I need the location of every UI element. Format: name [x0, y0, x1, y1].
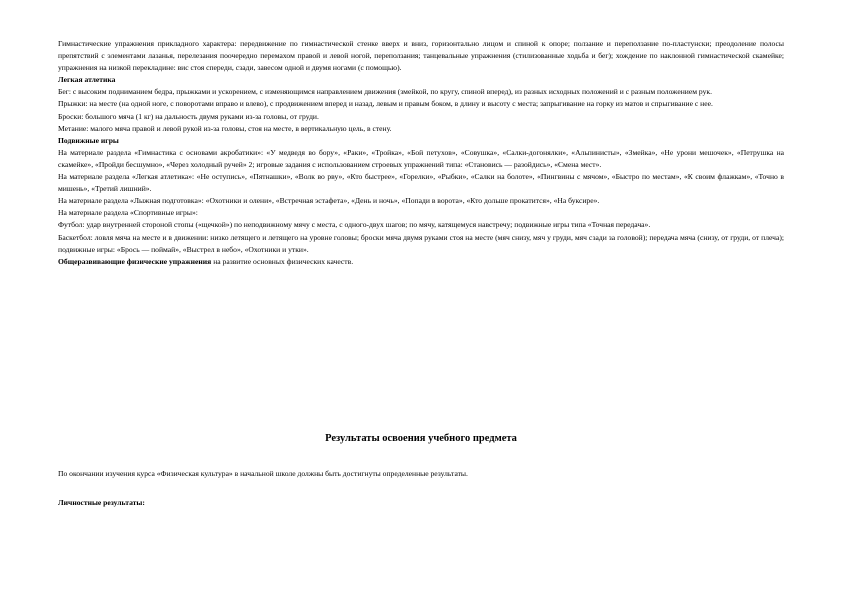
paragraph-general-exercises [58, 256, 784, 268]
paragraph-running: Бег: с высоким подниманием бедра, прыжками и ускорением, с изменяющимся направлением движения (змейкой, по кругу, спиной вперед), из разных исходных положений и с разным положением рук. [58, 87, 712, 97]
paragraph-jumps: Прыжки: на месте (на одной ноге, с поворотами вправо и влево), с продвижением вперед и назад, левым и правым боком, в длину и высоту с места; запрыгивание на горку из матов и спрыгивание с нее. [58, 99, 713, 109]
section-title: Результаты освоения учебного предмета [325, 433, 517, 444]
heading-outdoor-games: Подвижные игры [58, 135, 119, 145]
paragraph-games-athletics: На материале раздела «Легкая атлетика»: «Не оступись», «Пятнашки», «Волк во рву», «Кто быстрее», «Горелки», «Рыбки», «Салки на болоте», «Пингвины с мячом», «Быстро по местам», «К своим флажкам», «Точно в мишень», «Третий лишний». [58, 172, 784, 194]
intro-paragraph: По окончании изучения курса «Физическая культура» в начальной школе должны быть достигнуты определенные результаты. [58, 469, 468, 478]
paragraph-games-skiing: На материале раздела «Лыжная подготовка»: «Охотники и олени», «Встречная эстафета», «День и ночь», «Попади в ворота», «Кто дольше прокатится», «На буксире». [58, 196, 600, 206]
document-body [58, 38, 784, 268]
paragraph-games-sports: На материале раздела «Спортивные игры»: [58, 208, 198, 218]
paragraph-basketball: Баскетбол: ловля мяча на месте и в движении: низко летящего и летящего на уровне головы; броски мяча двумя руками стоя на месте (мяч снизу, мяч у груди, мяч сзади за головой); передача мяча (снизу, от груди, от плеча); подвижные игры: «Брось — поймай», «Выстрел в небо», «Охотники и утки». [58, 232, 784, 254]
general-exercises-text: на развитие основных физических качеств. [211, 256, 354, 266]
paragraph-throwing-small-ball: Метание: малого мяча правой и левой рукой из-за головы, стоя на месте, в вертикальную цель, в стену. [58, 123, 392, 133]
paragraph-gymnastics: Гимнастические упражнения прикладного характера: передвижение по гимнастической стенке вверх и вниз, горизонтально лицом и спиной к опоре; ползание и переползание по-пластунски; преодоление полосы препятствий с элементами лазанья, перелезания поочередно перемахом правой и левой ногой, переползания; танцевальные упражнения (стилизованные ходьба и бег); хождение по наклонной гимнастической скамейке; упражнения на низкой перекладине: вис стоя спереди, сзади, завесом одной и двумя ногами (с помощью). [58, 39, 784, 73]
heading-athletics: Легкая атлетика [58, 75, 116, 85]
general-exercises-label: Общеразвивающие физические упражнения [58, 256, 212, 266]
paragraph-throws: Броски: большого мяча (1 кг) на дальность двумя руками из-за головы, от груди. [58, 111, 319, 121]
personal-results-heading: Личностные результаты: [58, 498, 145, 507]
paragraph-games-gymnastics: На материале раздела «Гимнастика с основами акробатики»: «У медведя во бору», «Раки», «Тройка», «Бой петухов», «Совушка», «Салки-догонялки», «Альпинисты», «Змейка», «Не урони мешочек», «Петрушка на скамейке», «Пройди бесшумно», «Через холодный ручей» 2; игровые задания с использованием строевых упражнений типа: «Становись — разойдись», «Смена мест». [58, 147, 784, 169]
paragraph-football: Футбол: удар внутренней стороной стопы («щечкой») по неподвижному мячу с места, с одного-двух шагов; по мячу, катящемуся навстречу; подвижные игры типа «Точная передача». [58, 220, 651, 230]
